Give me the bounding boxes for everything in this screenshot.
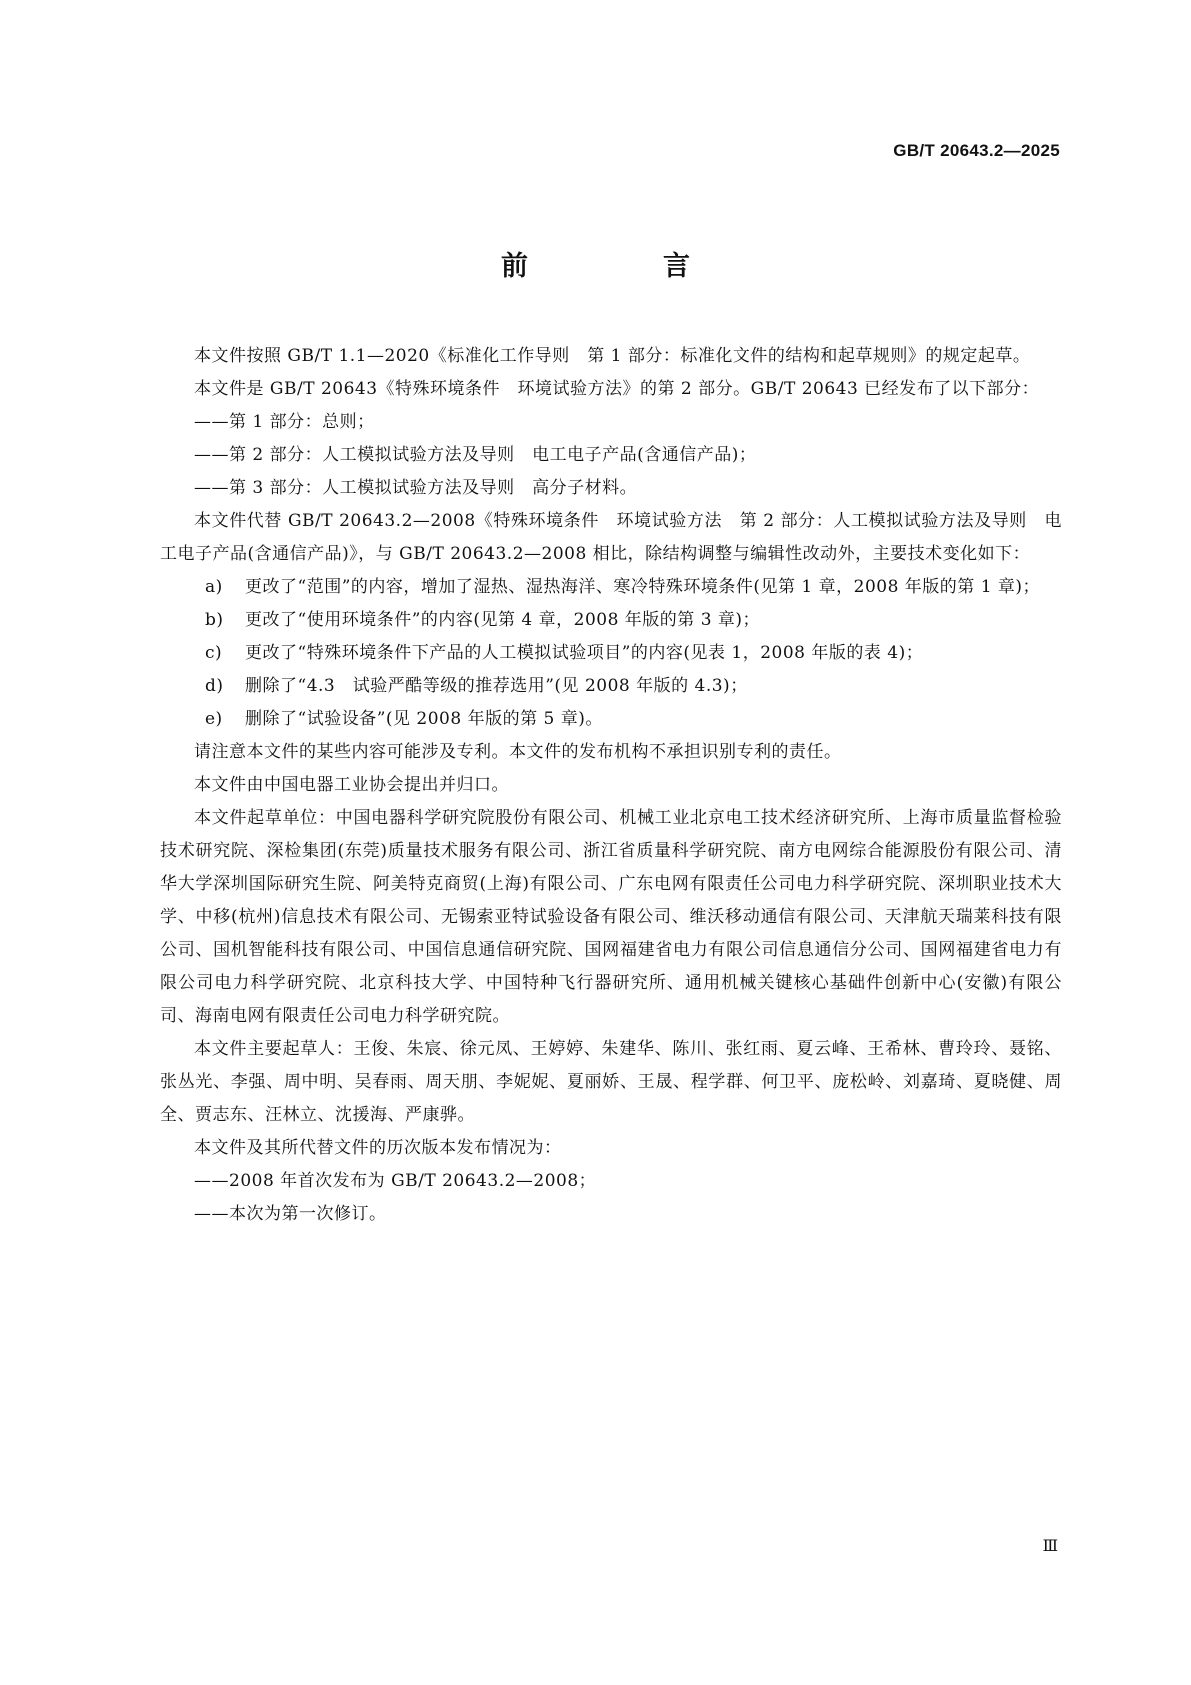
change-text: 更改了“范围”的内容，增加了湿热、湿热海洋、寒冷特殊环境条件(见第 1 章，2008 年版的第 1 章)； — [245, 577, 1041, 597]
change-item — [160, 571, 1062, 604]
paragraph-patent-notice: 请注意本文件的某些内容可能涉及专利。本文件的发布机构不承担识别专利的责任。 — [194, 742, 842, 762]
paragraph-drafting-units: 本文件起草单位：中国电器科学研究院股份有限公司、机械工业北京电工技术经济研究所、上海市质量监督检验技术研究院、深检集团(东莞)质量技术服务有限公司、浙江省质量科学研究院、南方电网综合能源股份有限公司、清华大学深圳国际研究生院、阿美特克商贸(上海)有限公司、广东电网有限责任公司电力科学研究院、深圳职业技术大学、中移(杭州)信息技术有限公司、无锡索亚特试验设备有限公司、维沃移动通信有限公司、天津航天瑞莱科技有限公司、国机智能科技有限公司、中国信息通信研究院、国网福建省电力有限公司信息通信分公司、国网福建省电力有限公司电力科学研究院、北京科技大学、中国特种飞行器研究所、通用机械关键核心基础件创新中心(安徽)有限公司、海南电网有限责任公司电力科学研究院。 — [160, 808, 1062, 1026]
paragraph-proposer: 本文件由中国电器工业协会提出并归口。 — [194, 775, 509, 795]
part-item: ——第 3 部分：人工模拟试验方法及导则 高分子材料。 — [194, 478, 638, 498]
change-item — [160, 703, 1062, 736]
page-number: Ⅲ — [1042, 1536, 1058, 1555]
change-marker: c) — [205, 643, 223, 663]
change-text: 更改了“特殊环境条件下产品的人工模拟试验项目”的内容(见表 1，2008 年版的表 4)； — [245, 643, 924, 663]
paragraph-series-intro: 本文件是 GB/T 20643《特殊环境条件 环境试验方法》的第 2 部分。GB/T 20643 已经发布了以下部分： — [194, 379, 1040, 399]
change-marker: b) — [205, 610, 224, 630]
standard-number-header: GB/T 20643.2—2025 — [893, 141, 1060, 160]
change-marker: e) — [205, 709, 223, 729]
change-marker: d) — [205, 676, 224, 696]
part-item: ——第 1 部分：总则； — [194, 412, 375, 432]
change-text: 删除了“试验设备”(见 2008 年版的第 5 章)。 — [245, 709, 603, 729]
paragraph-drafting-rules: 本文件按照 GB/T 1.1—2020《标准化工作导则 第 1 部分：标准化文件的结构和起草规则》的规定起草。 — [194, 346, 1031, 366]
paragraph-replacement: 本文件代替 GB/T 20643.2—2008《特殊环境条件 环境试验方法 第 2 部分：人工模拟试验方法及导则 电工电子产品(含通信产品)》，与 GB/T 20643.2—2008 相比，除结构调整与编辑性改动外，主要技术变化如下： — [160, 511, 1062, 564]
history-item: ——本次为第一次修订。 — [194, 1204, 387, 1224]
change-text: 删除了“4.3 试验严酷等级的推荐选用”(见 2008 年版的 4.3)； — [245, 676, 748, 696]
page-title: 前 言 — [501, 251, 744, 282]
history-item: ——2008 年首次发布为 GB/T 20643.2—2008； — [194, 1171, 597, 1191]
change-item — [160, 637, 1062, 670]
part-item: ——第 2 部分：人工模拟试验方法及导则 电工电子产品(含通信产品)； — [194, 445, 757, 465]
change-marker: a) — [205, 577, 223, 597]
paragraph-history-intro: 本文件及其所代替文件的历次版本发布情况为： — [194, 1138, 562, 1158]
paragraph-drafters: 本文件主要起草人：王俊、朱宸、徐元凤、王婷婷、朱建华、陈川、张红雨、夏云峰、王希林、曹玲玲、聂铭、张丛光、李强、周中明、吴春雨、周天朋、李妮妮、夏丽娇、王晟、程学群、何卫平、庞松岭、刘嘉琦、夏晓健、周全、贾志东、汪林立、沈援海、严康骅。 — [160, 1039, 1062, 1125]
change-text: 更改了“使用环境条件”的内容(见第 4 章，2008 年版的第 3 章)； — [245, 610, 761, 630]
change-item — [160, 604, 1062, 637]
preface-body — [160, 340, 1062, 1231]
change-item — [160, 670, 1062, 703]
